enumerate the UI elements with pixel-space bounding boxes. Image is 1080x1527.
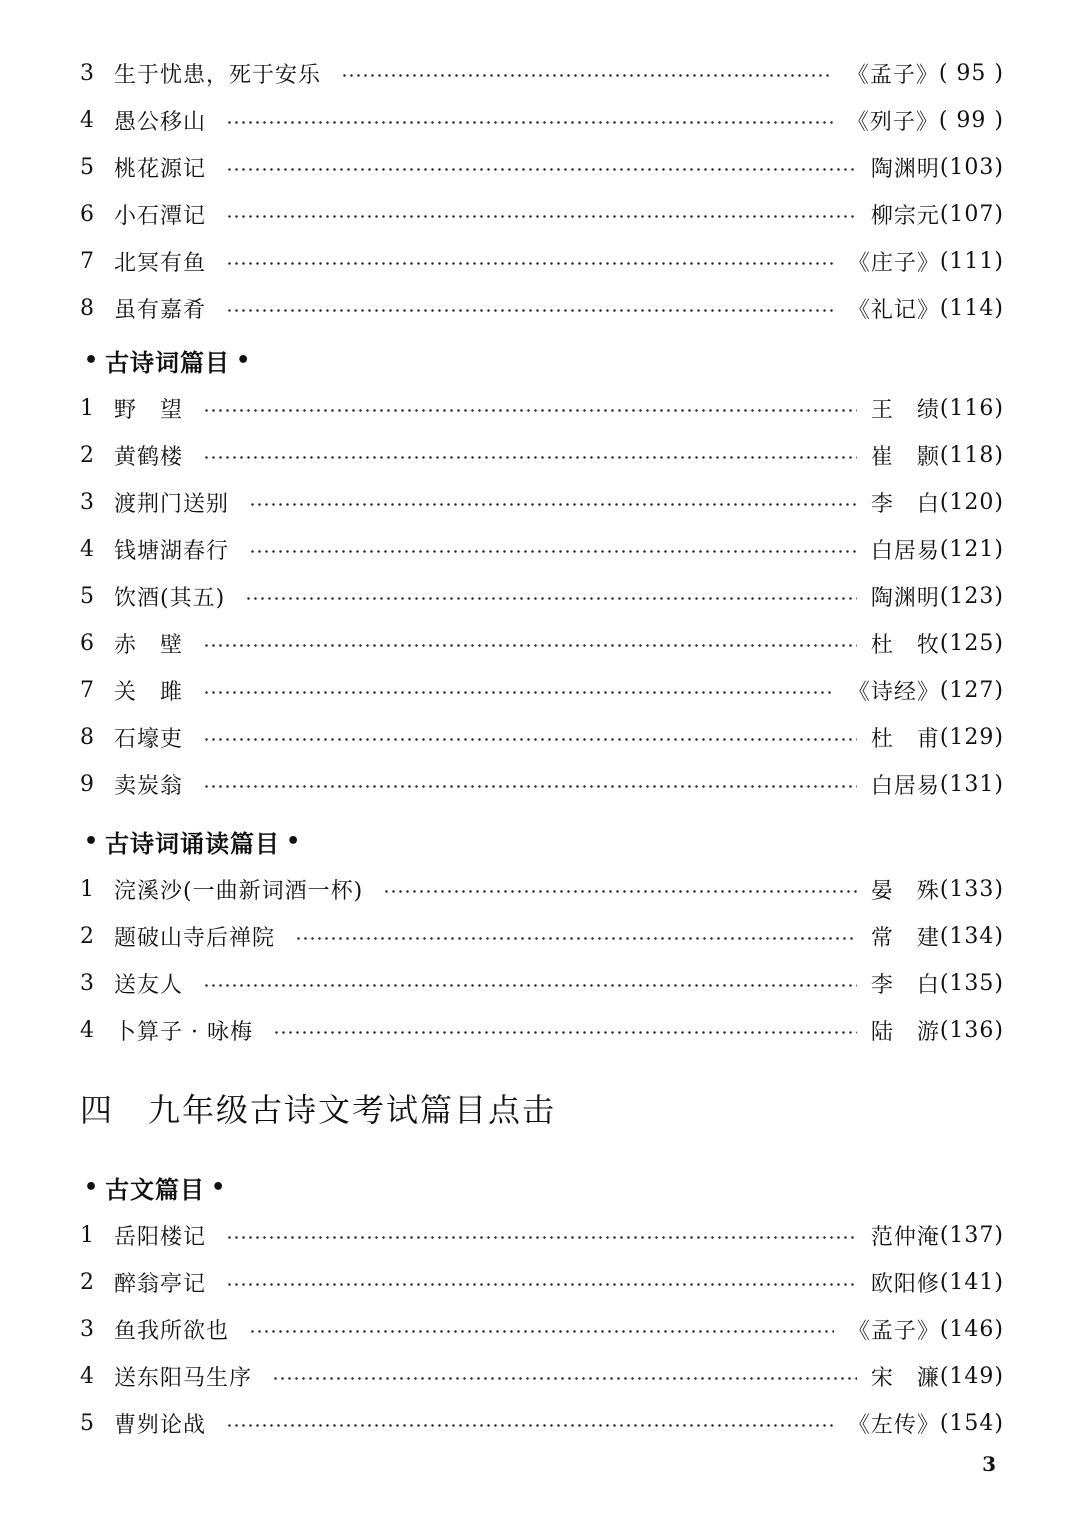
entry-title: 小石潭记: [114, 204, 207, 229]
entry-page-ref: (107): [939, 202, 1004, 227]
toc-block-prose-continued: [78, 50, 1004, 332]
entry-page-ref: (116): [939, 396, 1004, 421]
section-heading: [78, 335, 1004, 385]
toc-entry: [78, 761, 1004, 808]
bullet-icon: •: [84, 347, 100, 373]
toc-entry: [78, 866, 1004, 913]
dot-leader: [226, 1283, 857, 1286]
entry-author: 柳宗元: [870, 204, 940, 229]
dot-leader: [203, 456, 857, 459]
entry-author: 欧阳修: [870, 1272, 940, 1297]
entry-number: 5: [80, 1411, 94, 1436]
toc-entry: [78, 144, 1004, 191]
chapter-number: 四: [80, 1091, 115, 1129]
toc-rows: [78, 385, 1004, 808]
toc-entry: [78, 667, 1004, 714]
entry-title: 卖炭翁: [114, 774, 184, 799]
entry-author: 《左传》: [847, 1413, 940, 1438]
entry-author: 白居易: [870, 774, 940, 799]
entry-number: 9: [80, 772, 94, 797]
toc-entry: [78, 573, 1004, 620]
entry-title: 醉翁亭记: [114, 1272, 207, 1297]
entry-number: 2: [80, 443, 94, 468]
entry-number: 3: [80, 490, 94, 515]
dot-leader: [203, 409, 857, 412]
toc-rows: [78, 1212, 1004, 1447]
entry-page-ref: (123): [939, 584, 1004, 609]
entry-title: 黄鹤楼: [114, 445, 184, 470]
toc-entry: [78, 1306, 1004, 1353]
section-heading: [78, 816, 1004, 866]
entry-number: 5: [80, 155, 94, 180]
entry-page-ref: (127): [939, 678, 1004, 703]
entry-number: 4: [80, 1364, 94, 1389]
entry-page-ref: (131): [939, 772, 1004, 797]
toc-entry: [78, 238, 1004, 285]
dot-leader: [226, 121, 833, 124]
dot-leader: [383, 890, 857, 893]
entry-number: 1: [80, 396, 94, 421]
dot-leader: [226, 168, 857, 171]
dot-leader: [203, 691, 834, 694]
entry-author: 李 白: [870, 492, 940, 517]
entry-number: 1: [80, 1223, 94, 1248]
entry-author: 杜 甫: [870, 727, 940, 752]
bullet-icon: •: [84, 828, 100, 854]
entry-number: 2: [80, 924, 94, 949]
entry-page-ref: (134): [939, 924, 1004, 949]
entry-page-ref: (129): [939, 725, 1004, 750]
section-heading: [78, 1162, 1004, 1212]
toc-entry: [78, 1212, 1004, 1259]
dot-leader: [273, 1031, 857, 1034]
toc-entry: [78, 913, 1004, 960]
dot-leader: [249, 503, 857, 506]
toc-entry: [78, 50, 1004, 97]
dot-leader: [245, 597, 857, 600]
toc-rows: [78, 866, 1004, 1054]
entry-number: 4: [80, 537, 94, 562]
entry-number: 7: [80, 678, 94, 703]
toc-section-recitation-poems: [78, 816, 1004, 1054]
chapter-title: 九年级古诗文考试篇目点击: [148, 1091, 557, 1129]
entry-page-ref: (149): [939, 1364, 1004, 1389]
entry-author: 《孟子》: [846, 63, 939, 88]
entry-author: 陶渊明: [870, 586, 940, 611]
entry-author: 《庄子》: [847, 251, 940, 276]
page-number: 3: [982, 1452, 996, 1476]
entry-title: 北冥有鱼: [114, 251, 207, 276]
toc-entry: [78, 1007, 1004, 1054]
toc-entry: [78, 432, 1004, 479]
entry-title: 渡荆门送别: [114, 492, 230, 517]
entry-author: 常 建: [870, 926, 940, 951]
entry-page-ref: ( 95 ): [938, 61, 1004, 86]
entry-page-ref: ( 99 ): [938, 108, 1004, 133]
entry-page-ref: (120): [939, 490, 1004, 515]
entry-author: 陆 游: [870, 1020, 940, 1045]
bullet-icon: •: [84, 1174, 100, 1200]
entry-number: 5: [80, 584, 94, 609]
entry-title: 题破山寺后禅院: [114, 926, 276, 951]
entry-author: 《礼记》: [847, 298, 940, 323]
entry-title: 岳阳楼记: [114, 1225, 207, 1250]
entry-author: 崔 颢: [870, 445, 940, 470]
entry-author: 杜 牧: [870, 633, 940, 658]
dot-leader: [203, 984, 857, 987]
entry-title: 钱塘湖春行: [114, 539, 230, 564]
entry-title: 赤 壁: [114, 633, 184, 658]
toc-entry: [78, 191, 1004, 238]
bullet-icon: •: [236, 347, 252, 373]
entry-author: 宋 濂: [870, 1366, 940, 1391]
entry-number: 8: [80, 296, 94, 321]
entry-title: 送东阳马生序: [114, 1366, 253, 1391]
entry-title: 浣溪沙(一曲新词酒一杯): [114, 879, 364, 904]
entry-page-ref: (141): [939, 1270, 1004, 1295]
toc-section-grade9-prose: [78, 1162, 1004, 1447]
entry-page-ref: (114): [939, 296, 1004, 321]
entry-title: 饮酒(其五): [114, 586, 226, 611]
entry-title: 生于忧患，死于安乐: [114, 63, 322, 88]
entry-number: 7: [80, 249, 94, 274]
entry-number: 8: [80, 725, 94, 750]
entry-page-ref: (118): [939, 443, 1004, 468]
chapter-heading: [80, 1085, 556, 1131]
entry-author: 范仲淹: [870, 1225, 940, 1250]
dot-leader: [203, 738, 857, 741]
toc-entry: [78, 385, 1004, 432]
toc-entry: [78, 1353, 1004, 1400]
dot-leader: [203, 785, 857, 788]
dot-leader: [226, 1236, 857, 1239]
dot-leader: [226, 1424, 834, 1427]
entry-number: 4: [80, 108, 94, 133]
entry-page-ref: (133): [939, 877, 1004, 902]
toc-entry: [78, 97, 1004, 144]
toc-entry: [78, 1400, 1004, 1447]
entry-number: 2: [80, 1270, 94, 1295]
entry-number: 3: [80, 1317, 94, 1342]
entry-page-ref: (103): [939, 155, 1004, 180]
section-heading-label: 古文篇目: [105, 1175, 206, 1204]
entry-number: 3: [80, 971, 94, 996]
toc-entry: [78, 526, 1004, 573]
entry-number: 6: [80, 631, 94, 656]
entry-page-ref: (137): [939, 1223, 1004, 1248]
dot-leader: [203, 644, 857, 647]
entry-author: 《孟子》: [847, 1319, 940, 1344]
dot-leader: [226, 215, 857, 218]
entry-title: 石壕吏: [114, 727, 184, 752]
toc-entry: [78, 714, 1004, 761]
entry-author: 陶渊明: [870, 157, 940, 182]
entry-title: 关 雎: [114, 680, 184, 705]
entry-number: 3: [80, 61, 94, 86]
entry-page-ref: (154): [939, 1411, 1004, 1436]
dot-leader: [341, 74, 833, 77]
entry-number: 1: [80, 877, 94, 902]
entry-author: 《列子》: [846, 110, 939, 135]
entry-author: 晏 殊: [870, 879, 940, 904]
section-heading-label: 古诗词篇目: [105, 348, 231, 377]
entry-author: 王 绩: [870, 398, 940, 423]
entry-title: 愚公移山: [114, 110, 207, 135]
bullet-icon: •: [286, 828, 302, 854]
entry-author: 白居易: [870, 539, 940, 564]
entry-title: 野 望: [114, 398, 184, 423]
section-heading-label: 古诗词诵读篇目: [105, 829, 281, 858]
dot-leader: [295, 937, 857, 940]
dot-leader: [249, 1330, 834, 1333]
entry-number: 6: [80, 202, 94, 227]
entry-title: 曹刿论战: [114, 1413, 207, 1438]
entry-number: 4: [80, 1018, 94, 1043]
dot-leader: [249, 550, 857, 553]
toc-section-ancient-poems: [78, 335, 1004, 808]
entry-title: 送友人: [114, 973, 184, 998]
toc-entry: [78, 1259, 1004, 1306]
entry-page-ref: (125): [939, 631, 1004, 656]
entry-page-ref: (121): [939, 537, 1004, 562]
entry-author: 李 白: [870, 973, 940, 998]
toc-entry: [78, 285, 1004, 332]
entry-page-ref: (135): [939, 971, 1004, 996]
dot-leader: [226, 309, 834, 312]
toc-entry: [78, 960, 1004, 1007]
entry-title: 鱼我所欲也: [114, 1319, 230, 1344]
entry-title: 卜算子 · 咏梅: [114, 1020, 253, 1045]
entry-title: 桃花源记: [114, 157, 207, 182]
entry-page-ref: (136): [939, 1018, 1004, 1043]
dot-leader: [226, 262, 834, 265]
entry-title: 虽有嘉肴: [114, 298, 207, 323]
entry-page-ref: (111): [939, 249, 1004, 274]
bullet-icon: •: [211, 1174, 227, 1200]
entry-author: 《诗经》: [847, 680, 940, 705]
dot-leader: [272, 1377, 857, 1380]
entry-page-ref: (146): [939, 1317, 1004, 1342]
toc-entry: [78, 479, 1004, 526]
toc-entry: [78, 620, 1004, 667]
